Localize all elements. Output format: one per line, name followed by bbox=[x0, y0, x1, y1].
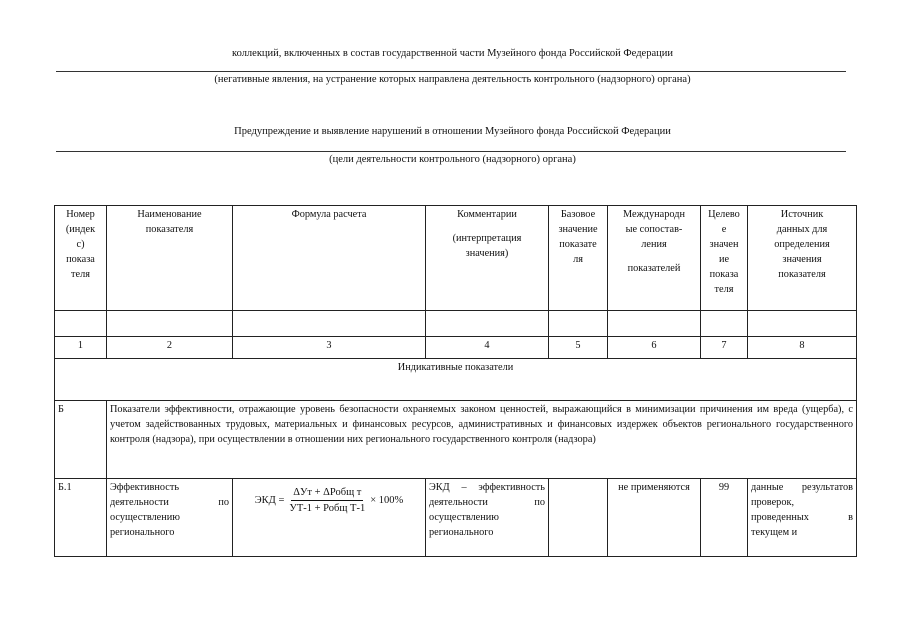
column-number: 1 bbox=[55, 337, 107, 359]
formula-fraction bbox=[287, 485, 367, 516]
column-number: 3 bbox=[233, 337, 426, 359]
formula bbox=[236, 485, 422, 516]
header-rule-1 bbox=[56, 71, 846, 72]
section-title: Индикативные показатели bbox=[55, 359, 857, 381]
col-header-base: Базовое значение показате ля bbox=[549, 206, 608, 311]
row-index: Б.1 bbox=[55, 479, 107, 557]
col-header-target: Целево е значен ие показа теля bbox=[701, 206, 748, 311]
row-target: 99 bbox=[701, 479, 748, 557]
row-formula bbox=[233, 479, 426, 557]
col-header-source: Источник данных для определения значения показателя bbox=[748, 206, 857, 311]
header-rule-2 bbox=[56, 151, 846, 152]
row-name: Эффективность деятельности по осуществлению регионального bbox=[107, 479, 233, 557]
formula-lhs: ЭКД = bbox=[254, 495, 285, 507]
group-index: Б bbox=[55, 401, 107, 479]
header-line-1: коллекций, включенных в состав государственной части Музейного фонда Российской Федерации bbox=[232, 48, 673, 59]
col-header-name: Наименование показателя bbox=[107, 206, 233, 311]
group-description: Показатели эффективности, отражающие уровень безопасности охраняемых законом ценностей, выражающийся в минимизации причинения им вреда (ущерба), с учетом задействованных трудовых, материальных и финансовых ресурсов, административных и финансовых издержек объектов регионального государственного контроля (надзора), при осуществлении в отношении них регионального государственного контроля (надзора) bbox=[107, 401, 857, 479]
header-line-2: Предупреждение и выявление нарушений в отношении Музейного фонда Российской Федерации bbox=[234, 126, 671, 137]
section-spacer-row bbox=[55, 381, 857, 401]
section-title-row bbox=[55, 359, 857, 381]
column-number: 7 bbox=[701, 337, 748, 359]
column-number: 6 bbox=[608, 337, 701, 359]
table-header-row bbox=[55, 206, 857, 311]
col-header-international: Международн ые сопостав- ления показателей bbox=[608, 206, 701, 311]
column-number: 4 bbox=[426, 337, 549, 359]
row-source: данные результатов проверок, проведенных в текущем и bbox=[748, 479, 857, 557]
spacer-row bbox=[55, 311, 857, 337]
formula-rhs: × 100% bbox=[370, 495, 404, 507]
row-comment: ЭКД – эффективность деятельности по осуществлению регионального bbox=[426, 479, 549, 557]
formula-numerator: ΔУт + ΔРобщ т bbox=[291, 485, 363, 501]
table-row bbox=[55, 479, 857, 557]
header-caption-1: (негативные явления, на устранение которых направлена деятельность контрольного (надзорного) органа) bbox=[214, 74, 691, 85]
row-base-value bbox=[549, 479, 608, 557]
col-header-index: Номер (индек с) показа теля bbox=[55, 206, 107, 311]
col-header-formula: Формула расчета bbox=[233, 206, 426, 311]
row-international: не применяются bbox=[608, 479, 701, 557]
group-row bbox=[55, 401, 857, 479]
indicators-table bbox=[54, 205, 857, 557]
column-numbers-row bbox=[55, 337, 857, 359]
formula-denominator: УТ-1 + Робщ Т-1 bbox=[289, 503, 366, 515]
column-number: 2 bbox=[107, 337, 233, 359]
column-number: 8 bbox=[748, 337, 857, 359]
column-number: 5 bbox=[549, 337, 608, 359]
header-caption-2: (цели деятельности контрольного (надзорного) органа) bbox=[329, 154, 576, 165]
col-header-comment: Комментарии (интерпретация значения) bbox=[426, 206, 549, 311]
